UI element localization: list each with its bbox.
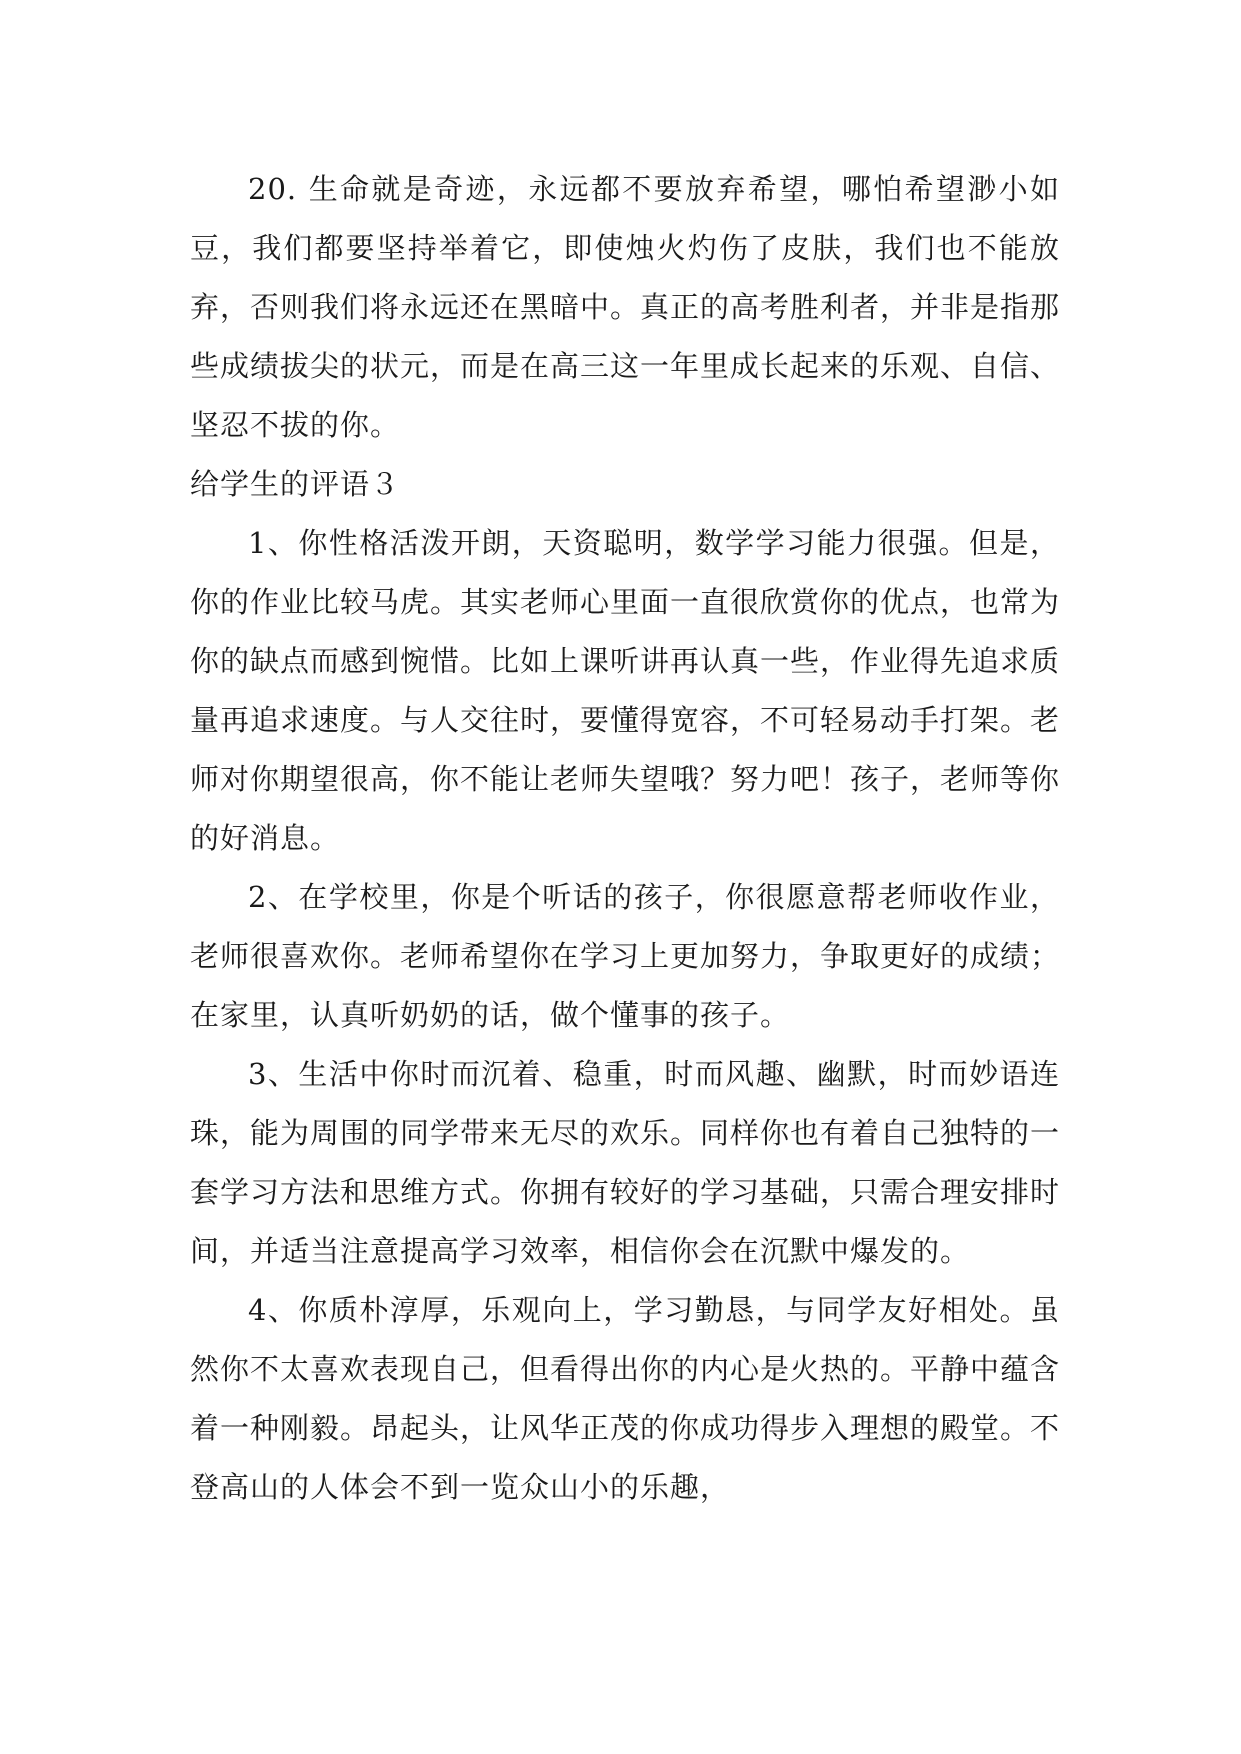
section-heading: 给学生的评语３	[190, 467, 401, 501]
paragraph-1: 1、你性格活泼开朗，天资聪明，数学学习能力很强。但是，你的作业比较马虎。其实老师心里面一直很欣赏你的优点，也常为你的缺点而感到惋惜。比如上课听讲再认真一些，作业得先追求质量再追求速度。与人交往时，要懂得宽容，不可轻易动手打架。老师对你期望很高，你不能让老师失望哦？努力吧！孩子，老师等你的好消息。	[190, 526, 1061, 855]
paragraph-2: 2、在学校里，你是个听话的孩子，你很愿意帮老师收作业，老师很喜欢你。老师希望你在学习上更加努力，争取更好的成绩；在家里，认真听奶奶的话，做个懂事的孩子。	[190, 880, 1061, 1032]
document-page	[190, 160, 1060, 1517]
paragraph-3: 3、生活中你时而沉着、稳重，时而风趣、幽默，时而妙语连珠，能为周围的同学带来无尽的欢乐。同样你也有着自己独特的一套学习方法和思维方式。你拥有较好的学习基础，只需合理安排时间，并适当注意提高学习效率，相信你会在沉默中爆发的。	[190, 1057, 1061, 1268]
paragraph-20: 20. 生命就是奇迹，永远都不要放弃希望，哪怕希望渺小如豆，我们都要坚持举着它，即使烛火灼伤了皮肤，我们也不能放弃，否则我们将永远还在黑暗中。真正的高考胜利者，并非是指那些成绩拔尖的状元，而是在高三这一年里成长起来的乐观、自信、坚忍不拔的你。	[190, 172, 1061, 442]
paragraph-4: 4、你质朴淳厚，乐观向上，学习勤恳，与同学友好相处。虽然你不太喜欢表现自己，但看得出你的内心是火热的。平静中蕴含着一种刚毅。昂起头，让风华正茂的你成功得步入理想的殿堂。不登高山的人体会不到一览众山小的乐趣，	[190, 1293, 1061, 1504]
